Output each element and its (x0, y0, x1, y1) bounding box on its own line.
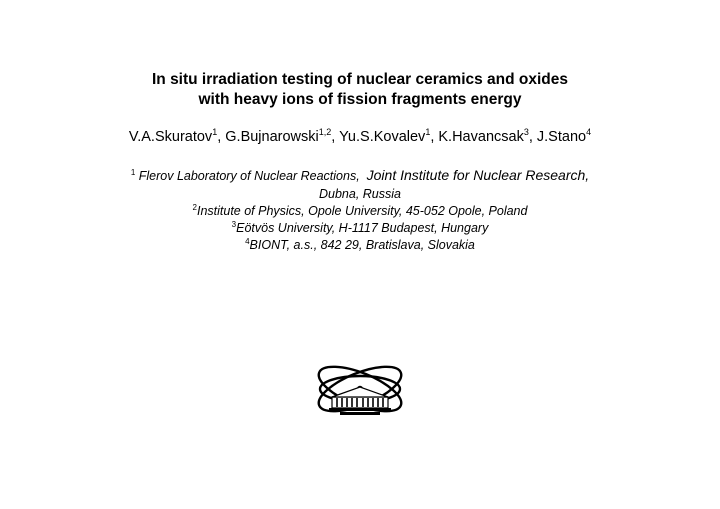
author-affiliation-mark: 3 (523, 127, 529, 137)
author-affiliation-mark: 1,2 (318, 127, 332, 137)
authors-line (0, 128, 720, 146)
title-line-1: In situ irradiation testing of nuclear ceramics and oxides (151, 71, 569, 88)
affiliation-1 (0, 168, 720, 184)
affiliation-text: BIONT, a.s., 842 29, Bratislava, Slovakia (249, 238, 475, 252)
author-affiliation-mark: 1 (212, 127, 218, 137)
affiliation-4 (0, 238, 720, 253)
affiliation-3 (0, 221, 720, 236)
author-affiliation-mark: 4 (586, 127, 592, 137)
affiliation-2 (0, 204, 720, 219)
author-affiliation-mark: 1 (425, 127, 431, 137)
affiliation-text: Institute of Physics, Opole University, 45-052 Opole, Poland (196, 204, 528, 218)
author-separator: , (217, 129, 226, 145)
jinr-atom-logo-icon (310, 353, 410, 425)
author-name: V.A.Skuratov (128, 129, 213, 145)
affiliation-mark: 2 (192, 203, 197, 212)
title-line-2: with heavy ions of fission fragments energy (198, 91, 522, 108)
author-name: K.Havancsak (438, 129, 524, 145)
affiliation-text: Eötvös University, H-1117 Budapest, Hungary (236, 221, 489, 235)
affiliation-mark: 3 (231, 220, 237, 229)
affiliation-mark: 4 (245, 237, 250, 246)
author-separator: , (430, 129, 439, 145)
author-name: Yu.S.Kovalev (339, 129, 426, 145)
author-name: J.Stano (536, 129, 587, 145)
affiliation-lab: Flerov Laboratory of Nuclear Reactions, (138, 169, 360, 183)
author-separator: , (528, 129, 537, 145)
affiliation-1-city: Dubna, Russia (319, 187, 401, 201)
affiliation-institute: Joint Institute for Nuclear Research, (366, 167, 590, 183)
author-name: G.Bujnarowski (225, 129, 319, 145)
author-separator: , (331, 129, 340, 145)
affiliation-mark: 1 (130, 168, 136, 177)
